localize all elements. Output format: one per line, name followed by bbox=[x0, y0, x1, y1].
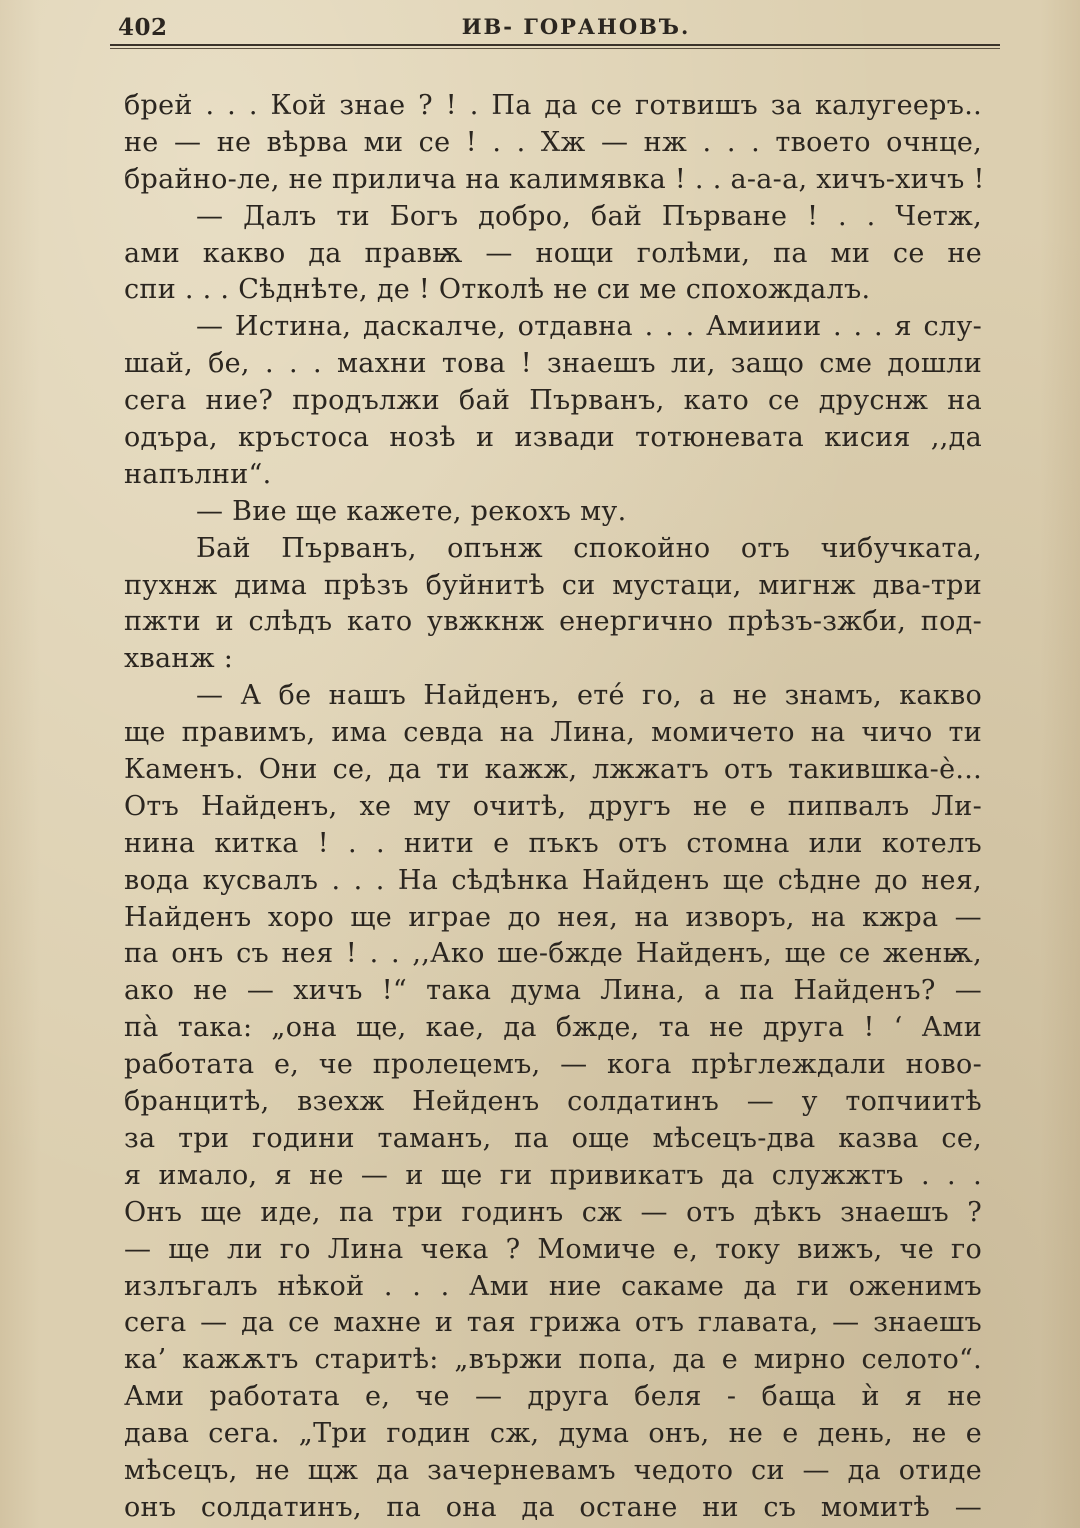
text-line: — Истина, даскалче, отдавна . . . Амииии . . . я слу- bbox=[196, 311, 982, 343]
text-line: Найденъ хоро ще играе до нея, на изворъ, на кжра — bbox=[124, 901, 982, 933]
text-line: Бай Първанъ, опънж спокойно отъ чибучката, bbox=[196, 532, 982, 564]
text-line: — ще ли го Лина чека ? Момиче е, току вижъ, че го bbox=[124, 1233, 982, 1265]
header-rule bbox=[110, 44, 1000, 46]
text-line: па онъ съ нея ! . . ,,Ако ше-бжде Найденъ, ще се женѭ, bbox=[124, 938, 982, 970]
text-line: пà така: „она ще, кае, да бжде, та не друга ! ‘ Ами bbox=[124, 1012, 982, 1044]
text-line: сега ние? продължи бай Първанъ, като се друснж на bbox=[124, 385, 982, 417]
header-rule-thin bbox=[110, 48, 1000, 49]
text-line: вода кусвалъ . . . На сѣдѣнка Найденъ ще сѣдне до нея, bbox=[124, 864, 982, 896]
text-line: спи . . . Сѣднѣте, де ! Отколѣ не си ме спохождалъ. bbox=[124, 274, 871, 306]
text-line: нина китка ! . . нити е пъкъ отъ стомна или котелъ bbox=[124, 827, 982, 859]
text-line: за три години таманъ, па още мѣсецъ-два казва се, bbox=[124, 1122, 982, 1154]
text-line: я имало, я не — и ще ги привикатъ да служжтъ . . . bbox=[124, 1159, 982, 1191]
text-line: — А бе нашъ Найденъ, етé го, а не знамъ, какво bbox=[196, 680, 982, 712]
body-text bbox=[124, 88, 985, 1527]
text-line: — Вие ще кажете, рекохъ му. bbox=[196, 495, 627, 527]
text-line: работата е, че пролецемъ, — кога прѣглеждали ново- bbox=[124, 1049, 982, 1081]
text-line: хванж : bbox=[124, 643, 234, 675]
text-line: пухнж дима прѣзъ буйнитѣ си мустаци, мигнж два-три bbox=[124, 569, 982, 601]
text-line: онъ солдатинъ, па она да остане ни съ момитѣ — bbox=[124, 1491, 982, 1523]
text-line: ще правимъ, има севда на Лина, момичето на чичо ти bbox=[124, 717, 982, 749]
text-line: шай, бе, . . . махни това ! знаешъ ли, защо сме дошли bbox=[124, 348, 982, 380]
text-line: брей . . . Кой знае ? ! . Па да се готвишъ за калугееръ.. bbox=[124, 90, 982, 121]
page-number: 402 bbox=[118, 14, 168, 41]
text-line: Ами работата е, че — друга беля - баща ѝ я не bbox=[124, 1381, 982, 1413]
text-line: одъра, кръстоса нозѣ и извади тотюневата кисия ,,да bbox=[124, 422, 982, 454]
text-line: Каменъ. Они се, да ти кажж, лжжатъ отъ такившка-ѐ... bbox=[124, 754, 982, 786]
text-line: дава сега. „Три годин сж, дума онъ, не е день, не е bbox=[124, 1418, 982, 1450]
text-line: мѣсецъ, не щж да зачерневамъ чедото си — да отиде bbox=[124, 1454, 982, 1486]
page-header bbox=[116, 6, 996, 46]
text-line: Онъ ще иде, па три годинъ сж — отъ дѣкъ знаешъ ? bbox=[124, 1196, 982, 1228]
text-line: брайно-ле, не прилича на калимявка ! . . а-а-а, хичъ-хичъ ! bbox=[124, 163, 985, 195]
text-line: ако не — хичъ !“ така дума Лина, а па Найденъ? — bbox=[124, 975, 982, 1007]
text-line: пжти и слѣдъ като увжкнж енергично прѣзъ-зжби, под- bbox=[124, 606, 982, 638]
text-line: не — не вѣрва ми се ! . . Хж — нж . . . твоето очнце, bbox=[124, 126, 982, 158]
text-line: ами какво да правѭ — нощи голѣми, па ми се не bbox=[124, 237, 982, 269]
text-line: бранцитѣ, взехж Нейденъ солдатинъ — у топчиитѣ bbox=[124, 1086, 982, 1118]
text-line: сега — да се махне и тая грижа отъ главата, — знаешъ bbox=[124, 1307, 982, 1339]
text-line: — Далъ ти Богъ добро, бай Първане ! . . Четж, bbox=[196, 200, 982, 232]
text-line: излъгалъ нѣкой . . . Ами ние сакаме да ги оженимъ bbox=[124, 1270, 982, 1302]
text-line: Отъ Найденъ, хе му очитѣ, другъ не е пипвалъ Ли- bbox=[124, 790, 982, 822]
text-line: напълни“. bbox=[124, 458, 272, 490]
text-line: ка’ кажѫтъ старитѣ: „вържи попа, да е мирно селото“. bbox=[124, 1344, 982, 1376]
running-head: ИВ- ГОРАНОВЪ. bbox=[461, 14, 691, 39]
